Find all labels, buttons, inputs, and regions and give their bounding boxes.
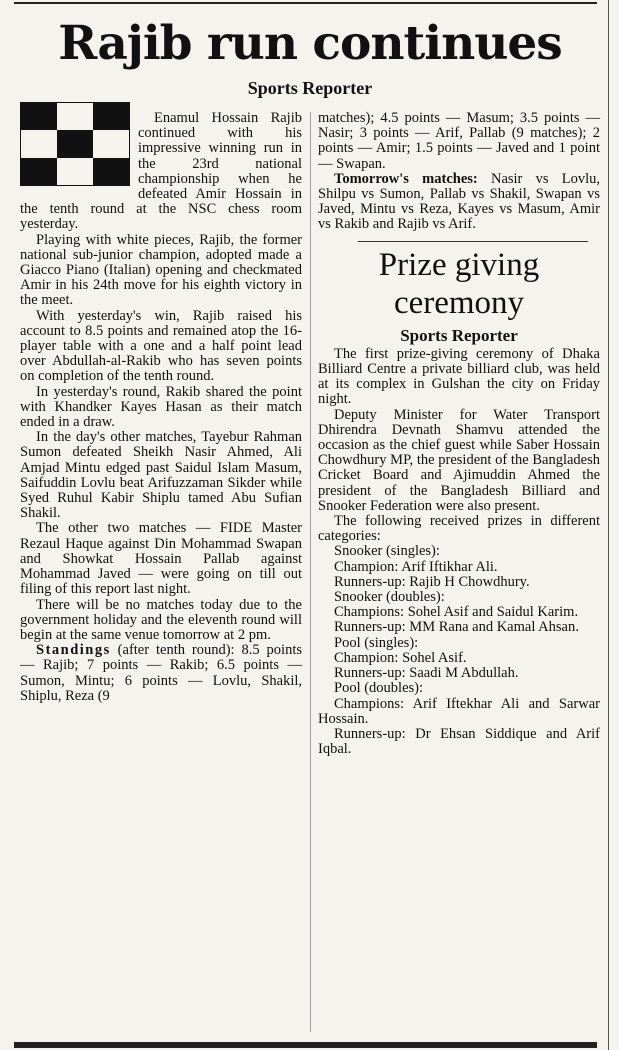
prize-line: Champions: Arif Iftekhar Ali and Sarwar Hossain. <box>318 695 600 727</box>
second-story-title: Prize giving ceremony <box>378 246 540 321</box>
prize-line: Pool (doubles): <box>334 680 424 697</box>
prize-line: Runners-up: Rajib H Chowdhury. <box>334 573 530 590</box>
second-story-byline: Sports Reporter <box>400 325 518 345</box>
paragraph: With yesterday's win, Rajib raised his account to 8.5 points and remained atop the 16-player table with a one and a half point lead over Abdullah-al-Rakib who has seven points on completion of the tenth round. <box>20 307 302 385</box>
prize-list <box>318 544 600 757</box>
left-column <box>20 111 302 704</box>
paragraph: In the day's other matches, Tayebur Rahman Sumon defeated Sheikh Nasir Ahmed, Ali Amjad Mintu edged past Saidul Islam Masum, Saifuddin Lovlu beat Arifuzzaman Sikder while Syed Ruhul Kabir Shiplu tamed Abu Sufian Shakil. <box>20 429 302 522</box>
standings-paragraph <box>20 643 302 704</box>
paragraph: Playing with white pieces, Rajib, the former national sub-junior champion, adopted made a Giacco Piano (Italian) opening and checkmated Amir in his 24th move for his eighth victory in the meet. <box>20 231 302 309</box>
paragraph: Deputy Minister for Water Transport Dhirendra Devnath Shamvu attended the occasion as the chief guest while Saber Hossain Chowdhury MP, the president of the Bangladesh Cricket Board and Ajimuddin Ahmed the president of the Bangladesh Billiard and Snooker Federation were also present. <box>318 406 600 514</box>
prize-line: Champion: Arif Iftikhar Ali. <box>334 558 498 575</box>
standings-text: (after tenth round): 8.5 points — Rajib; 7 points — Rakib; 6.5 points — Sumon, Mintu; 6 points — Lovlu, Shakil, Shiplu, Reza (9 <box>20 642 302 704</box>
paragraph: In yesterday's round, Rakib shared the point with Khandker Kayes Hasan as their match ended in a draw. <box>20 383 302 431</box>
tomorrow-label: Tomorrow's matches: <box>334 170 478 187</box>
paragraph: Enamul Hossain Rajib continued with his impressive winning run in the 23rd national championship when he defeated Amir Hossain in the tenth round at the NSC chess room yesterday. <box>20 110 302 233</box>
prize-line: Snooker (doubles): <box>334 589 445 606</box>
paragraph: There will be no matches today due to the government holiday and the eleventh round will begin at the same venue tomorrow at 2 pm. <box>20 596 302 643</box>
tomorrow-paragraph <box>318 172 600 233</box>
prize-line: Champion: Sohel Asif. <box>334 649 467 666</box>
bottom-rule <box>14 1042 597 1048</box>
headline: Rajib run continues <box>58 16 562 71</box>
top-rule <box>14 2 597 4</box>
column-divider <box>310 112 311 1032</box>
prize-line: Runners-up: MM Rana and Kamal Ahsan. <box>334 619 579 636</box>
right-column <box>318 111 600 757</box>
paragraph: The following received prizes in different categories: <box>318 513 600 545</box>
section-rule <box>358 241 588 242</box>
tomorrow-text: Nasir vs Lovlu, Shilpu vs Sumon, Pallab vs Shakil, Swapan vs Javed, Mintu vs Reza, Kayes vs Masum, Amir vs Rakib and Rajib vs Arif. <box>318 170 600 233</box>
standings-label: Standings <box>36 642 111 659</box>
byline: Sports Reporter <box>247 78 373 98</box>
prize-line: Pool (singles): <box>334 634 419 651</box>
paragraph: The other two matches — FIDE Master Rezaul Haque against Din Mohammad Swapan and Showkat Hossain Pallab against Mohammad Javed — were going on till out filing of this report last night. <box>20 520 302 598</box>
prize-line: Runners-up: Saadi M Abdullah. <box>334 665 519 682</box>
prize-line: Champions: Sohel Asif and Saidul Karim. <box>334 604 579 621</box>
icon-space <box>20 111 138 189</box>
right-rule <box>608 0 609 1050</box>
paragraph: The first prize-giving ceremony of Dhaka Billiard Centre a private billiard club, was held at its complex in Gulshan the city on Friday night. <box>318 345 600 408</box>
prize-line: Snooker (singles): <box>334 543 440 560</box>
standings-continued: matches); 4.5 points — Masum; 3.5 points — Nasir; 3 points — Arif, Pallab (9 matches); 2 points — Amir; 1.5 points — Javed and 1 point — Swapan. <box>318 110 600 172</box>
prize-line: Runners-up: Dr Ehsan Siddique and Arif Iqbal. <box>318 725 600 758</box>
